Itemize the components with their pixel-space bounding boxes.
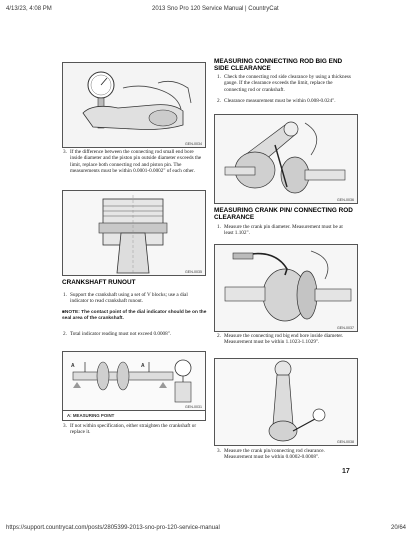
figure-caption: GEN-0037	[337, 326, 354, 330]
micrometer-illustration	[215, 245, 357, 331]
figure-caption: GEN-0038	[337, 440, 354, 444]
thickness-gauge-illustration	[215, 115, 357, 203]
figure-caption: GEN-0031	[185, 405, 202, 409]
figure-legend: A: MEASURING POINT	[67, 413, 115, 418]
print-url: https://support.countrycat.com/posts/2805399-2013-sno-pro-120-service-manual	[6, 525, 220, 531]
figure-crankshaft-runout	[62, 351, 206, 421]
print-pagination: 20/64	[390, 525, 406, 531]
big-end-step1-text: 1. Check the connecting rod side clearance by using a thickness gauge. If the clearance exceeds the limit, replace the connecting rod or crankshaft.	[217, 74, 351, 93]
piston-rod-illustration	[63, 191, 205, 275]
crank-pin-step2-text: 2. Measure the connecting rod big end bore inside diameter. Measurement must be within 1.1023-1.1029".	[217, 333, 344, 346]
point-label-a: A	[141, 363, 145, 369]
figure-caption: GEN-0036	[337, 198, 354, 202]
print-page-title: 2013 Sno Pro 120 Service Manual | CountryCat	[152, 6, 279, 12]
runout-step1-text: 1. Support the crankshaft using a set of V blocks; use a dial indicator to read crankshaft runout.	[63, 292, 188, 305]
heading-crankshaft-runout: CRANKSHAFT RUNOUT	[62, 279, 136, 286]
figure-piston-rod	[62, 190, 206, 276]
figure-caption: GEN-0035	[185, 270, 202, 274]
runout-step2-text: 2. Total indicator reading must not exceed 0.0008".	[63, 331, 172, 337]
figure-crank-pin-micrometer	[214, 244, 358, 332]
runout-step3-text: 3. If not within specification, either straighten the crankshaft or replace it.	[63, 423, 197, 436]
runout-note: ■NOTE: The contact point of the dial indicator should be on the seal area of the crankshaft.	[62, 310, 207, 321]
print-timestamp: 4/13/23, 4:08 PM	[6, 6, 52, 12]
crank-pin-step1-text: 1. Measure the crank pin diameter. Measurement must be at least 1.102".	[217, 224, 343, 237]
bore-gauge-illustration	[63, 63, 205, 147]
figure-caption: GEN-0034	[185, 142, 202, 146]
figure-bore-gauge	[62, 62, 206, 148]
figure-rod-bore-gauge	[214, 358, 358, 446]
crank-pin-step3-text: 3. Measure the crank pin/connecting rod clearance. Measurement must be within 0.0002-0.0008".	[217, 448, 325, 461]
page-number: 17	[342, 468, 350, 475]
point-label-a: A	[71, 363, 75, 369]
rod-bore-illustration	[215, 359, 357, 445]
left-step3-text: 3. If the difference between the connecting rod small end bore inside diameter and the piston pin outside diameter exceeds the limit, replace both connecting rod and piston pin. The measurements must be within 0.0001-0.0002" of each other.	[63, 149, 202, 175]
figure-thickness-gauge	[214, 114, 358, 204]
heading-crank-pin-clearance: MEASURING CRANK PIN/ CONNECTING ROD CLEARANCE	[214, 207, 353, 221]
heading-big-end-clearance: MEASURING CONNECTING ROD BIG END SIDE CLEARANCE	[214, 58, 343, 72]
big-end-step2-text: 2. Clearance measurement must be within 0.008-0.024".	[217, 98, 336, 104]
